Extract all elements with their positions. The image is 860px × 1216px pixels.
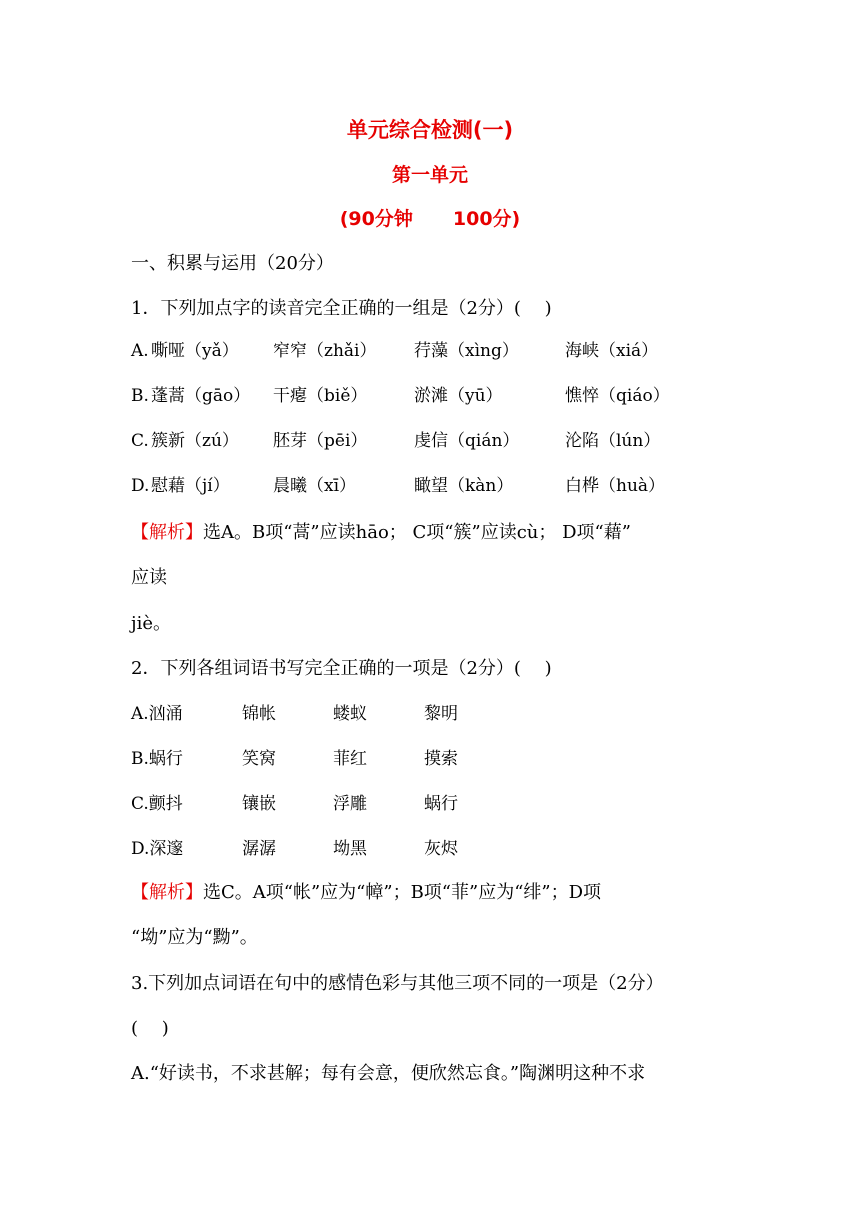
word: 嘶哑（yǎ）	[151, 341, 239, 361]
analysis-tag: 【解析】	[131, 522, 203, 543]
word: 憔悴（qiáo）	[565, 386, 670, 406]
word: 蜗行	[424, 794, 458, 814]
word: 潺潺	[242, 839, 276, 859]
word: 簇新（zú）	[151, 431, 239, 451]
word: 浮雕	[333, 794, 367, 814]
word: 白桦（huà）	[565, 476, 666, 496]
word: 慰藉（jí）	[151, 476, 230, 496]
option-letter: B.	[131, 386, 149, 406]
word: B.蜗行	[131, 749, 183, 769]
word: 胚芽（pēi）	[273, 431, 368, 451]
option-letter: A.	[131, 341, 149, 361]
word: 淤滩（yū）	[414, 386, 503, 406]
word: 海峡（xiá）	[565, 341, 659, 361]
word: 灰烬	[424, 839, 458, 859]
word: 虔信（qián）	[414, 431, 520, 451]
word: 荇藻（xìng）	[414, 341, 519, 361]
question-2-stem: 2．下列各组词语书写完全正确的一项是（2分）( )	[131, 658, 552, 679]
word: D.深邃	[131, 839, 184, 859]
question-3-stem: 3.下列加点词语在句中的感情色彩与其他三项不同的一项是（2分）	[131, 973, 664, 994]
time-score-line	[0, 204, 860, 231]
word: 笑窝	[242, 749, 276, 769]
word: A.汹涌	[131, 704, 183, 724]
total-score: 100分)	[452, 208, 521, 230]
option-letter: C.	[131, 431, 149, 451]
word: 坳黑	[333, 839, 367, 859]
analysis-tag: 【解析】	[131, 882, 203, 903]
word: C.颤抖	[131, 794, 183, 814]
section-heading: 一、积累与运用（20分）	[131, 253, 334, 274]
question-1-stem: 1．下列加点字的读音完全正确的一组是（2分）( )	[131, 298, 552, 319]
document-title: 单元综合检测(一)	[346, 118, 514, 142]
word: 沦陷（lún）	[565, 431, 661, 451]
word: 镶嵌	[242, 794, 276, 814]
word: 锦帐	[242, 704, 276, 724]
question-3-bracket: ( )	[131, 1018, 169, 1039]
q1-analysis-line-3: jiè。	[131, 613, 171, 634]
time-limit: (90分钟	[339, 208, 413, 230]
word: 瞰望（kàn）	[414, 476, 514, 496]
q2-analysis-line-2: “坳”应为“黝”。	[131, 927, 258, 948]
unit-subtitle: 第一单元	[391, 164, 468, 186]
word: 摸索	[424, 749, 458, 769]
q1-analysis-line-2: 应读	[131, 567, 167, 588]
word: 晨曦（xī）	[273, 476, 357, 496]
word: 窄窄（zhǎi）	[273, 341, 377, 361]
option-letter: D.	[131, 476, 150, 496]
q3-option-a: A.“好读书，不求甚解；每有会意，便欣然忘食。”陶渊明这种不求	[131, 1063, 646, 1084]
word: 蓬蒿（gāo）	[151, 386, 251, 406]
analysis-text: 选A。B项“蒿”应读hāo； C项“簇”应读cù； D项“藉”	[203, 522, 631, 543]
q1-analysis-line-1	[131, 521, 631, 545]
word: 黎明	[424, 704, 458, 724]
word: 干瘪（biě）	[273, 386, 368, 406]
word: 菲红	[333, 749, 367, 769]
analysis-text: 选C。A项“帐”应为“幛”；B项“菲”应为“绯”；D项	[203, 882, 602, 903]
q2-analysis-line-1	[131, 881, 601, 905]
word: 蝼蚁	[333, 704, 367, 724]
